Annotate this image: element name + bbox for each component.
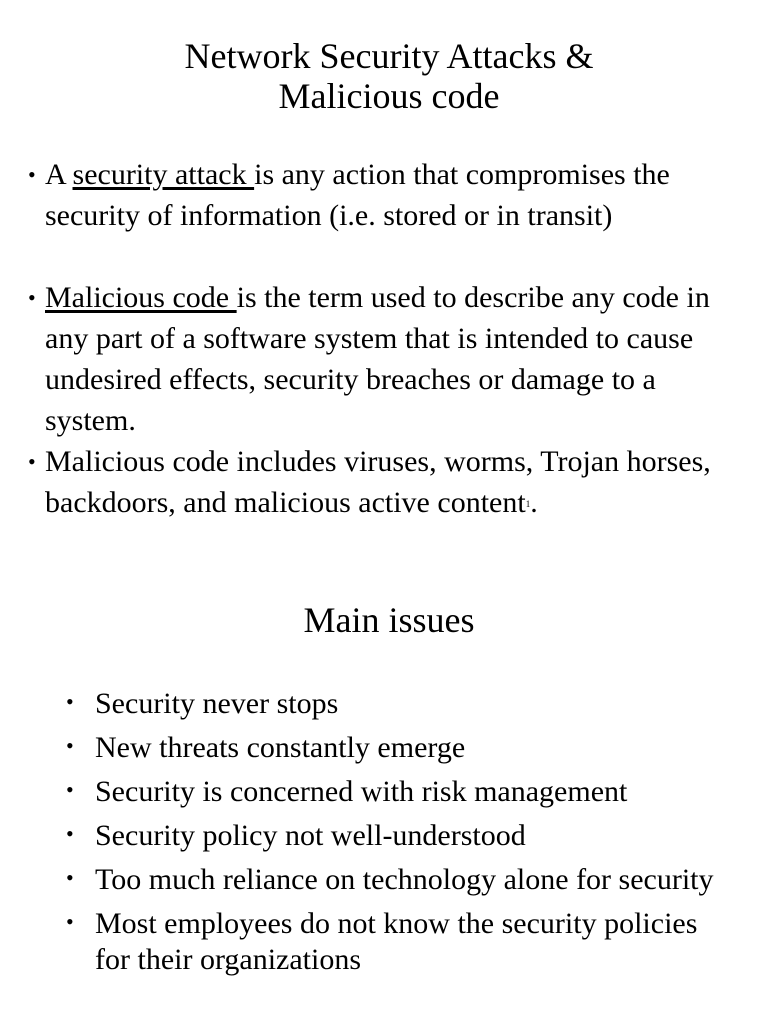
- definition-list: [28, 154, 748, 525]
- definition-text: is the term used to describe any code in any part of a software system that is intended to cause undesired effects, security breaches or damage to a system.: [45, 281, 710, 437]
- bullet-icon: •: [66, 821, 74, 846]
- issue-item: [66, 730, 726, 766]
- slide-title-line-1: Network Security Attacks &: [184, 36, 594, 76]
- issue-text: Security never stops: [95, 687, 339, 720]
- issue-item: [66, 774, 726, 810]
- definition-security-attack: [28, 154, 748, 236]
- issue-item: [66, 862, 726, 898]
- sentence-end: .: [530, 486, 538, 519]
- bullet-icon: •: [28, 285, 36, 310]
- issue-text: Most employees do not know the security policies for their organizations: [95, 907, 698, 976]
- issue-item: [66, 686, 726, 722]
- definition-text: Malicious code includes viruses, worms, Trojan horses, backdoors, and malicious active content: [45, 445, 711, 519]
- term-malicious-code: Malicious code: [45, 281, 237, 314]
- issue-item: [66, 906, 726, 978]
- definition-text: is any action that compromises the security of information (i.e. stored or in transit): [45, 158, 670, 232]
- definition-prefix: A: [45, 158, 73, 191]
- definition-malicious-code-includes: [28, 441, 748, 525]
- issues-list: [66, 686, 726, 986]
- term-security-attack: security attack: [72, 158, 255, 191]
- bullet-icon: •: [66, 777, 74, 802]
- bullet-icon: •: [66, 865, 74, 890]
- main-issues-heading: Main issues: [303, 600, 475, 640]
- slide-title: [0, 36, 768, 116]
- bullet-icon: •: [66, 689, 74, 714]
- issue-text: Security is concerned with risk management: [95, 775, 628, 808]
- slide-title-line-2: Malicious code: [278, 76, 500, 116]
- issue-text: Security policy not well-understood: [95, 819, 526, 852]
- issue-text: Too much reliance on technology alone for security: [95, 863, 714, 896]
- bullet-icon: •: [28, 449, 36, 474]
- issue-item: [66, 818, 726, 854]
- issue-text: New threats constantly emerge: [95, 731, 466, 764]
- bullet-icon: •: [28, 162, 36, 187]
- bullet-icon: •: [66, 733, 74, 758]
- bullet-icon: •: [66, 909, 74, 934]
- footnote-marker: 1: [525, 499, 531, 509]
- definition-malicious-code: [28, 277, 748, 441]
